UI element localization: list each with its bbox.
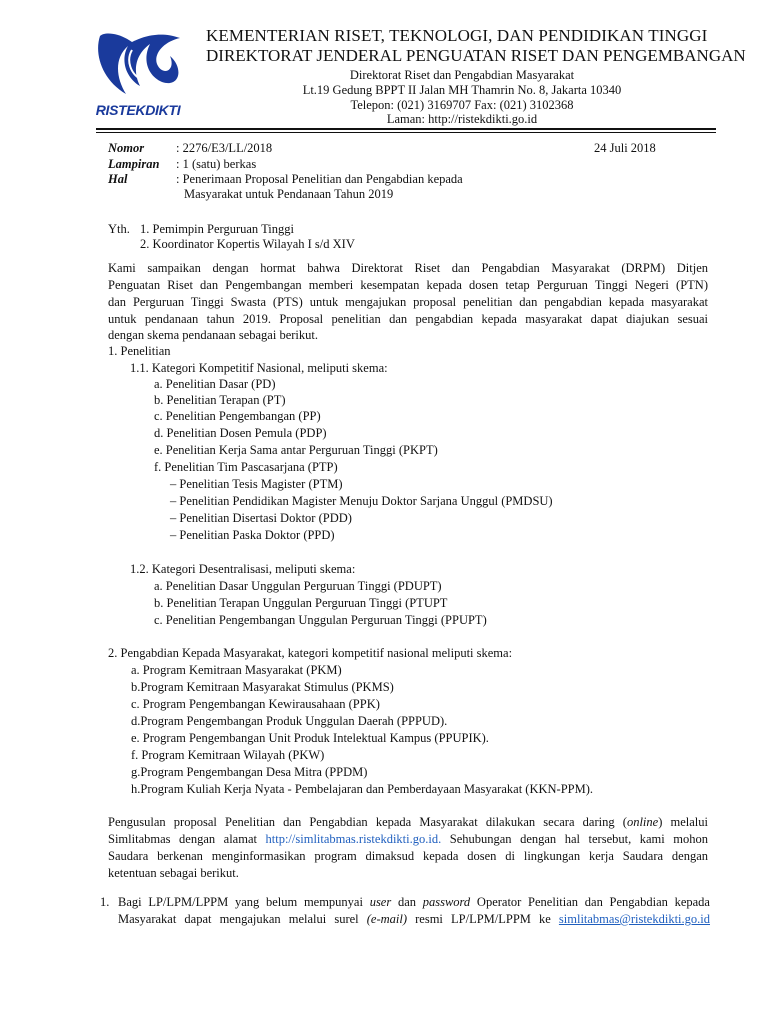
list-item: f. Penelitian Tim Pascasarjana (PTP) (154, 460, 338, 474)
list-item: b.Program Kemitraan Masyarakat Stimulus (PKMS) (131, 680, 394, 694)
section-2-title: 2. Pengabdian Kepada Masyarakat, kategori kompetitif nasional meliputi skema: (108, 646, 513, 660)
rule-text: dan (391, 895, 423, 909)
intro-line: dengan skema pendanaan sebagai berikut. (108, 328, 318, 342)
ptp-list-item: – Penelitian Pendidikan Magister Menuju Doktor Sarjana Unggul (PMDSU) (170, 494, 553, 508)
ptp-list-item: – Penelitian Tesis Magister (PTM) (170, 477, 343, 491)
rule-text: resmi LP/LPM/LPPM ke (407, 912, 559, 926)
closing-line-4: ketentuan sebagai berikut. (108, 866, 239, 880)
nomor-label: Nomor (108, 141, 145, 155)
list-item: h.Program Kuliah Kerja Nyata - Pembelajaran dan Pemberdayaan Masyarakat (KKN-PPM). (131, 782, 594, 796)
nomor-value: : 2276/E3/LL/2018 (176, 141, 273, 155)
password-emphasis: password (422, 895, 471, 909)
rule-text: Operator Penelitian dan Pengabdian kepada (470, 895, 710, 909)
closing-text: Simlitabmas dengan alamat (108, 832, 266, 846)
yth-label: Yth. (108, 222, 130, 236)
hal-value: : Penerimaan Proposal Penelitian dan Pengabdian kepada (176, 172, 463, 186)
closing-line-2 (108, 832, 708, 847)
address: Lt.19 Gedung BPPT II Jalan MH Thamrin No. 8, Jakarta 10340 (302, 83, 622, 97)
website: Laman: http://ristekdikti.go.id (386, 112, 538, 126)
rule-1-line-1 (118, 895, 710, 910)
logo-text: RISTEKDIKTI (95, 102, 181, 118)
list-item: c. Penelitian Pengembangan Unggulan Perguruan Tinggi (PPUPT) (154, 613, 487, 627)
rule-text: Bagi LP/LPM/LPPM yang belum mempunyai (118, 895, 370, 909)
list-item: a. Program Kemitraan Masyarakat (PKM) (131, 663, 342, 677)
phone-fax: Telepon: (021) 3169707 Fax: (021) 3102368 (350, 98, 574, 112)
list-item: g.Program Pengembangan Desa Mitra (PPDM) (131, 765, 368, 779)
recipient-1: 1. Pemimpin Perguruan Tinggi (140, 222, 294, 236)
directorate-name: Direktorat Riset dan Pengabdian Masyarakat (349, 68, 575, 82)
subsection-1-1-title: 1.1. Kategori Kompetitif Nasional, meliputi skema: (130, 361, 388, 375)
directorate-general-title: DIREKTORAT JENDERAL PENGUATAN RISET DAN PENGEMBANGAN (206, 46, 746, 65)
list-item: e. Program Pengembangan Unit Produk Intelektual Kampus (PPUPIK). (131, 731, 489, 745)
list-item: d. Penelitian Dosen Pemula (PDP) (154, 426, 327, 440)
intro-line: Kami sampaikan dengan hormat bahwa Direktorat Riset dan Pengabdian Masyarakat (DRPM) Ditjen (108, 261, 708, 275)
hal-value-cont: Masyarakat untuk Pendanaan Tahun 2019 (184, 187, 394, 201)
closing-line-1 (108, 815, 708, 830)
list-item: d.Program Pengembangan Produk Unggulan Daerah (PPPUD). (131, 714, 448, 728)
ptp-list-item: – Penelitian Disertasi Doktor (PDD) (170, 511, 352, 525)
ptp-list-item: – Penelitian Paska Doktor (PPD) (170, 528, 335, 542)
user-emphasis: user (369, 895, 392, 909)
list-item: b. Penelitian Terapan (PT) (154, 393, 286, 407)
lampiran-label: Lampiran (108, 157, 160, 171)
hal-label: Hal (108, 172, 128, 186)
online-emphasis: online (626, 815, 659, 829)
subsection-1-2-title: 1.2. Kategori Desentralisasi, meliputi skema: (130, 562, 356, 576)
intro-line: Penguatan Riset dan Pengembangan memberi kesempatan kepada dosen tetap Perguruan Tinggi Negeri (PTN) (108, 278, 708, 292)
rule-1-line-2 (118, 912, 710, 927)
header-divider-thin (96, 132, 716, 133)
ministry-title: KEMENTERIAN RISET, TEKNOLOGI, DAN PENDIDIKAN TINGGI (206, 26, 708, 45)
recipient-2: 2. Koordinator Kopertis Wilayah I s/d XIV (140, 237, 355, 251)
list-item: c. Program Pengembangan Kewirausahaan (PPK) (131, 697, 380, 711)
list-item: c. Penelitian Pengembangan (PP) (154, 409, 321, 423)
closing-text: ) melalui (658, 815, 708, 829)
lampiran-value: : 1 (satu) berkas (176, 157, 257, 171)
simlitabmas-link[interactable]: http://simlitabmas.ristekdikti.go.id. (265, 832, 442, 846)
list-item: f. Program Kemitraan Wilayah (PKW) (131, 748, 325, 762)
intro-line: dan Perguruan Tinggi Swasta (PTS) untuk mengajukan proposal penelitian dan pengabdian kepada masyarakat (108, 295, 708, 309)
rule-text: Masyarakat dapat mengajukan melalui surel (118, 912, 367, 926)
simlitabmas-email-link[interactable]: simlitabmas@ristekdikti.go.id (558, 912, 710, 926)
intro-line: untuk pendanaan tahun 2019. Proposal penelitian dan pengabdian kepada masyarakat dapat diajukan sesuai (108, 312, 708, 326)
rule-number: 1. (100, 895, 110, 909)
letter-date: 24 Juli 2018 (594, 141, 656, 155)
header-divider-thick (96, 128, 716, 130)
list-item: e. Penelitian Kerja Sama antar Perguruan Tinggi (PKPT) (154, 443, 438, 457)
closing-text: Sehubungan dengan hal tersebut, kami mohon (441, 832, 708, 846)
closing-line-3: Saudara berkenan menginformasikan program dimaksud kepada dosen di lingkungan kerja Saudara dengan (108, 849, 708, 863)
email-emphasis: (e-mail) (366, 912, 408, 926)
list-item: a. Penelitian Dasar Unggulan Perguruan Tinggi (PDUPT) (154, 579, 442, 593)
ristekdikti-logo (92, 30, 184, 126)
section-1-title: 1. Penelitian (108, 344, 171, 358)
closing-text: Pengusulan proposal Penelitian dan Pengabdian kepada Masyarakat dilakukan secara daring ( (108, 815, 627, 829)
list-item: b. Penelitian Terapan Unggulan Perguruan Tinggi (PTUPT (154, 596, 448, 610)
list-item: a. Penelitian Dasar (PD) (154, 377, 276, 391)
